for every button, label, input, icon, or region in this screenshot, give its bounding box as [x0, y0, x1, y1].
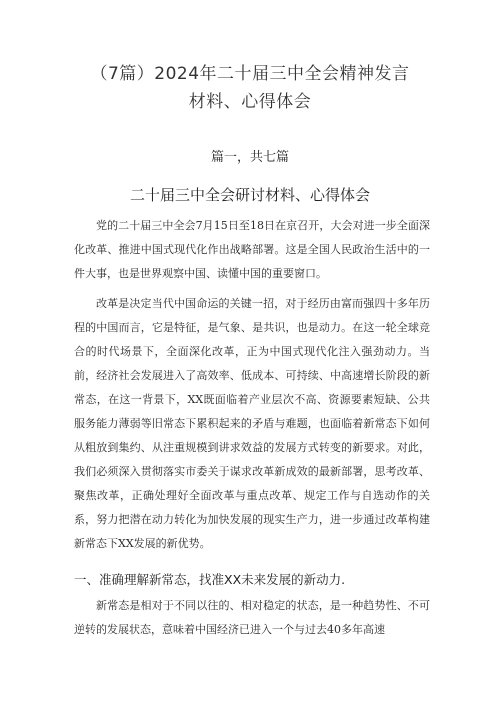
paragraph-intro: 党的二十届三中全会7月15日至18日在京召开，大会对进一步全面深化改革、推进中国式现代化作出战略部署。这是全国人民政治生活中的一件大事，也是世界观察中国、读懂中国的重要窗口。 — [74, 219, 430, 280]
document-title-line-2: 材料、心得体会 — [188, 92, 312, 112]
article-title: 二十届三中全会研讨材料、心得体会 — [129, 186, 370, 204]
paragraph-new-normal: 新常态是相对于不同以往的、相对稳定的状态，是一种趋势性、不可逆转的发展状态，意味着中国经济已进入一个与过去40多年高速 — [74, 599, 430, 636]
document-title-line-1: （7篇）2024年二十届三中全会精神发言 — [90, 64, 410, 84]
chapter-subheading: 篇一，共七篇 — [210, 150, 289, 165]
section-heading: 一、准确理解新常态，找准XX未来发展的新动力. — [74, 572, 346, 587]
document-title — [60, 60, 440, 116]
paragraph-reform: 改革是决定当代中国命运的关键一招，对于经历由富而强四十多年历程的中国而言，它是特征，是气象、是共识，也是动力。在这一轮全球竞合的时代场景下，全面深化改革，正为中国式现代化注入强劲动力。当前，经济社会发展进入了高效率、低成本、可持续、中高速增长阶段的新常态，在这一背景下，XX既面临着产业层次不高、资源要素短缺、公共服务能力薄弱等旧常态下累积起来的矛盾与难题，也面临着新常态下如何从粗放到集约、从注重规模到讲求效益的发展方式转变的新要求。对此，我们必须深入贯彻落实市委关于谋求改革新成效的最新部署，思考改革、聚焦改革，正确处理好全面改革与重点改革、规定工作与自选动作的关系，努力把潜在动力转化为加快发展的现实生产力，进一步通过改革构建新常态下XX发展的新优势。 — [74, 297, 430, 550]
